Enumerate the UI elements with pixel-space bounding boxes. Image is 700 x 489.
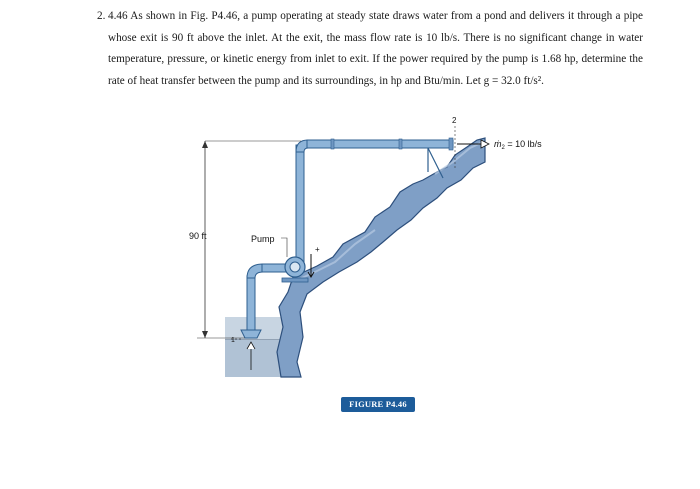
problem-text: 4.46 As shown in Fig. P4.46, a pump operating at steady state draws water from a pond and delivers it through a pipe whose exit is 90 ft above the inlet. At the exit, the mass flow rate is 10 lb/s. There is no significant change in water temperature, pressure, or kinetic energy from inlet to exit. If the power required by the pump is 1.68 hp, determine the rate of heat transfer between the pump and its surroundings, in hp and Btu/min. Let g = 32.0 ft/s².: [108, 10, 643, 87]
inlet-station-label: 1: [231, 337, 235, 344]
pump-diagram: [185, 112, 605, 422]
pump-figure: [185, 112, 605, 422]
cliff-rock: [277, 138, 485, 377]
problem-number: 2.: [97, 10, 106, 22]
height-label: 90 ft: [189, 231, 207, 241]
mass-flow-label: ṁ$_2$ = 10 lb/s: [494, 139, 542, 151]
power-sign: +: [315, 245, 320, 254]
figure-caption: FIGURE P4.46: [341, 397, 415, 412]
problem-statement: [97, 6, 643, 92]
pump-label: Pump: [251, 234, 275, 244]
exit-station-label: 2: [452, 116, 457, 125]
